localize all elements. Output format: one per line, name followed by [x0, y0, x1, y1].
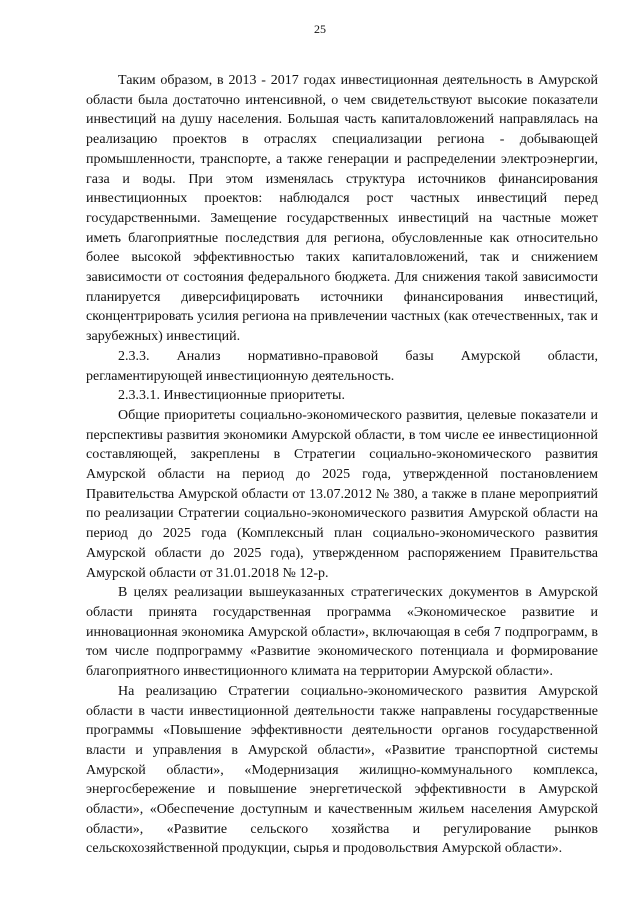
paragraph-investment-summary: Таким образом, в 2013 - 2017 годах инвестиционная деятельность в Амурской области была достаточно интенсивной, о чем свидетельствуют высокие показатели инвестиций на душу населения. Большая часть капиталовложений направлялась на реализацию проектов в отраслях специализации региона - добывающей промышленности, транспорте, а также генерации и распределении электроэнергии, газа и воды. При этом изменялась структура источников финансирования инвестиционных проектов: наблюдался рост частных инвестиций перед государственными. Замещение государственных инвестиций на частные может иметь благоприятные последствия для региона, обусловленные как относительно более высокой эффективностью таких капиталовложений, так и снижением зависимости от состояния федерального бюджета. Для снижения такой зависимости планируется диверсифицировать источники финансирования инвестиций, сконцентрировать усилия региона на привлечении частных (как отечественных, так и зарубежных) инвестиций. [86, 73, 598, 345]
paragraph-state-program: В целях реализации вышеуказанных стратегических документов в Амурской области принята государственная программа «Экономическое развитие и инновационная экономика Амурской области», включающая в себя 7 подпрограмм, в том числе подпрограмму «Развитие экономического потенциала и формирование благоприятного инвестиционного климата на территории Амурской области». [86, 585, 598, 680]
page-number: 25 [314, 22, 326, 36]
subsection-heading-2-3-3-1: 2.3.3.1. Инвестиционные приоритеты. [118, 388, 345, 404]
section-heading-2-3-3: 2.3.3. Анализ нормативно-правовой базы Амурской области, регламентирующей инвестиционную деятельность. [86, 348, 598, 384]
document-body [86, 71, 598, 859]
paragraph-priorities: Общие приоритеты социально-экономического развития, целевые показатели и перспективы развития экономики Амурской области, в том числе ее инвестиционной составляющей, закреплены в Стратегии социально-экономического развития Амурской области на период до 2025 года, утвержденной постановлением Правительства Амурской области от 13.07.2012 № 380, а также в плане мероприятий по реализации Стратегии социально-экономического развития Амурской области на период до 2025 года (Комплексный план социально-экономического развития Амурской области до 2025 года), утвержденном распоряжением Правительства Амурской области от 31.01.2018 № 12-р. [86, 407, 598, 581]
paragraph-strategy-programs: На реализацию Стратегии социально-экономического развития Амурской области в части инвестиционной деятельности также направлены государственные программы «Повышение эффективности деятельности органов государственной власти и управления в Амурской области», «Развитие транспортной системы Амурской области», «Модернизация жилищно-коммунального комплекса, энергосбережение и повышение энергетической эффективности в Амурской области», «Обеспечение доступным и качественным жильем населения Амурской области», «Развитие сельского хозяйства и регулирование рынков сельскохозяйственной продукции, сырья и продовольствия Амурской области». [86, 683, 598, 857]
